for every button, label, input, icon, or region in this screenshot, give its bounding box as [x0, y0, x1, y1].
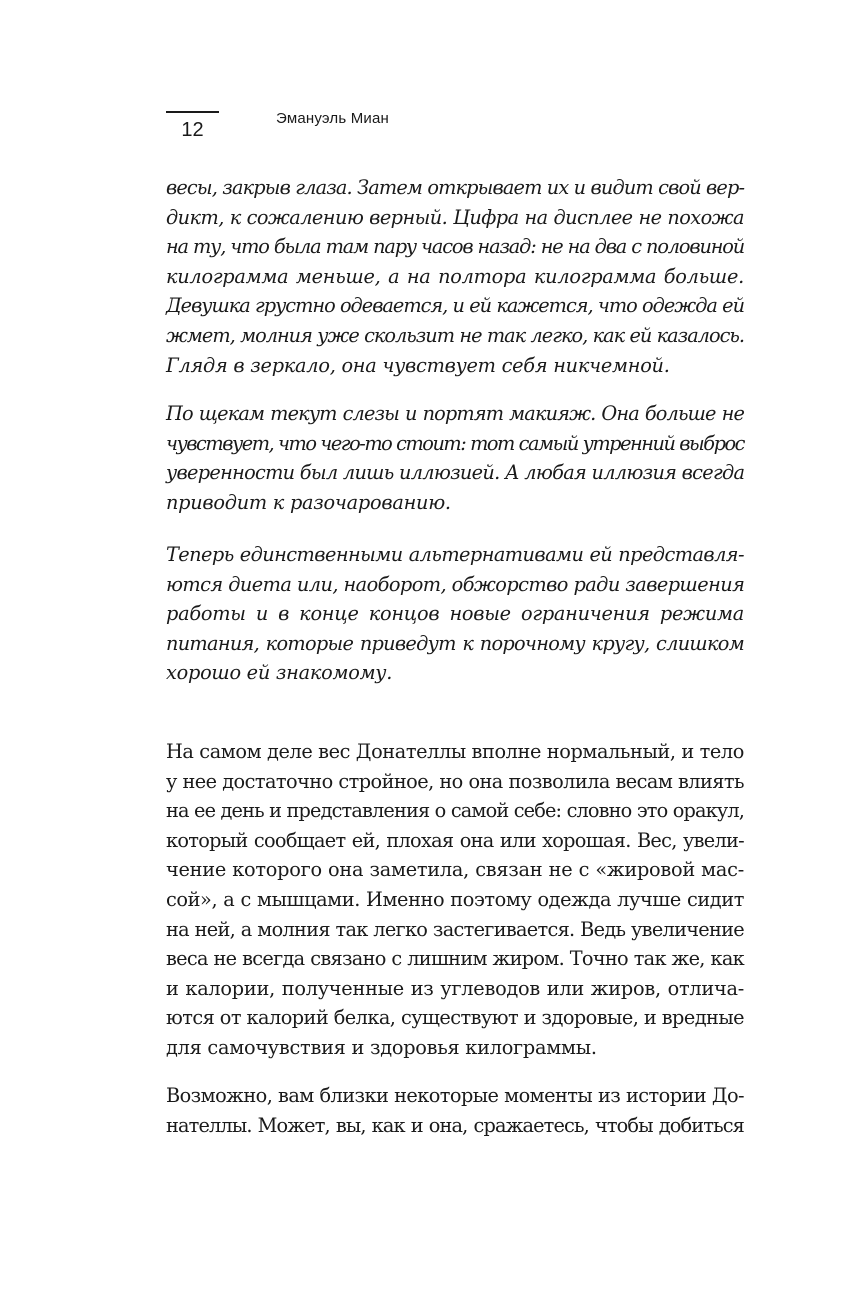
- text-line: на ее день и представления о самой себе: словно это оракул,: [166, 799, 744, 823]
- text-line: Теперь единственными альтернативами ей представля-: [166, 543, 744, 566]
- paragraph-regular: [166, 1081, 744, 1140]
- text-line: ются диета или, наоборот, обжорство ради завершения: [166, 572, 745, 596]
- text-line: нателлы. Может, вы, как и она, сражаетесь, чтобы добиться: [166, 1113, 744, 1137]
- text-line: весы, закрыв глаза. Затем открывает их и видит свой вер-: [166, 176, 745, 199]
- text-line: сой», а с мышцами. Именно поэтому одежда лучше сидит: [166, 887, 744, 911]
- text-line: и калории, полученные из углеводов или жиров, отлича-: [166, 976, 744, 1000]
- text-line: на ней, а молния так легко застегивается. Ведь увеличение: [166, 917, 744, 941]
- text-line: ются от калорий белка, существуют и здоровые, и вредные: [166, 1006, 744, 1030]
- text-line: Возможно, вам близки некоторые моменты из истории До-: [166, 1084, 744, 1107]
- text-line: на ту, что была там пару часов назад: не на два с половиной: [166, 235, 744, 259]
- text-line: для самочувствия и здоровья килограммы.: [166, 1035, 597, 1059]
- text-line: килограмма меньше, а на полтора килограмма больше.: [166, 264, 744, 288]
- paragraph-italic: [166, 173, 744, 380]
- text-line: дикт, к сожалению верный. Цифра на дисплее не похожа: [166, 205, 744, 229]
- running-head-author: Эмануэль Миан: [276, 110, 390, 127]
- paragraph-italic: [166, 540, 744, 688]
- text-line: который сообщает ей, плохая она или хорошая. Вес, увели-: [166, 828, 744, 852]
- header-rule: [166, 111, 219, 113]
- page-number: 12: [181, 119, 204, 141]
- text-line: работы и в конце концов новые ограничения режима: [166, 602, 744, 626]
- text-line: жмет, молния уже скользит не так легко, как ей казалось.: [166, 323, 744, 347]
- text-line: На самом деле вес Донателлы вполне нормальный, и тело: [166, 740, 744, 763]
- text-line: веса не всегда связано с лишним жиром. Точно так же, как: [166, 947, 744, 971]
- text-line: уверенности был лишь иллюзией. А любая иллюзия всегда: [166, 461, 745, 485]
- text-line: Глядя в зеркало, она чувствует себя никчемной.: [166, 353, 670, 377]
- paragraph-italic: [166, 399, 744, 517]
- text-line: Девушка грустно одевается, и ей кажется, что одежда ей: [166, 294, 744, 318]
- text-line: питания, которые приведут к порочному кругу, слишком: [166, 631, 744, 655]
- text-line: чувствует, что чего-то стоит: тот самый утренний выброс: [166, 431, 744, 455]
- text-line: По щекам текут слезы и портят макияж. Она больше не: [166, 402, 744, 425]
- text-line: приводит к разочарованию.: [166, 490, 451, 514]
- text-line: хорошо ей знакомому.: [166, 661, 393, 685]
- paragraph-regular: [166, 737, 744, 1063]
- text-line: чение которого она заметила, связан не с «жировой мас-: [166, 858, 744, 882]
- text-line: у нее достаточно стройное, но она позволила весам влиять: [166, 769, 744, 793]
